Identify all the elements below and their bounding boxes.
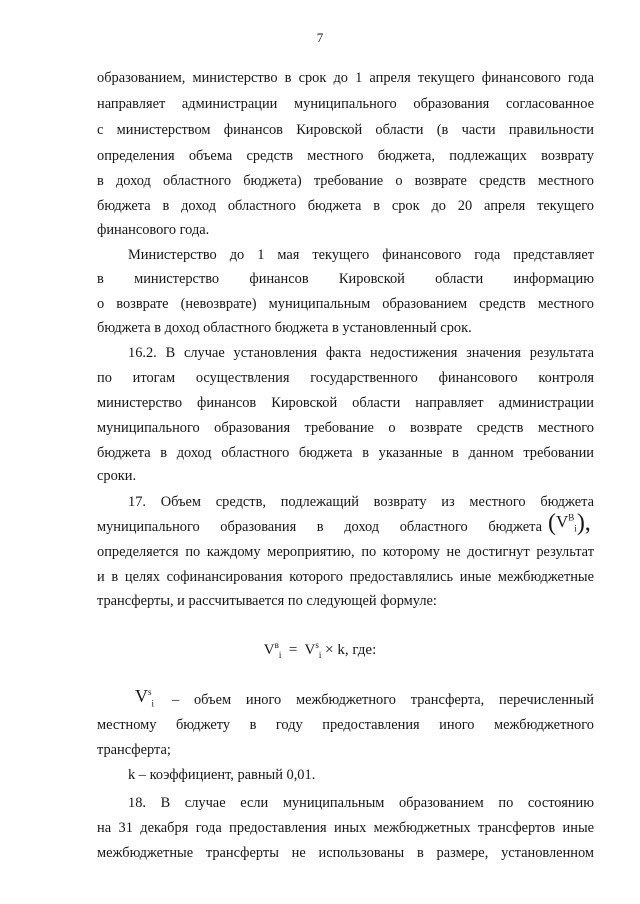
text-line: образованием, министерство в срок до 1 апреля текущего финансового года bbox=[97, 70, 594, 86]
text-line: бюджета в доход областного бюджета в срок до 20 апреля текущего bbox=[97, 198, 594, 214]
text-line: в министерство финансов Кировской области информацию bbox=[97, 271, 594, 287]
text-line: определения объема средств местного бюджета, подлежащих возврату bbox=[97, 148, 594, 164]
text-line: на 31 декабря года предоставления иных межбюджетных трансфертов иные bbox=[97, 820, 594, 836]
text-line: с министерством финансов Кировской области (в части правильности bbox=[97, 122, 594, 138]
text-line: бюджета в доход областного бюджета в указанные в данном требовании bbox=[97, 445, 594, 461]
text-line: сроки. bbox=[97, 468, 137, 484]
text-line: министерство финансов Кировской области направляет администрации bbox=[97, 395, 594, 411]
text-line: 18. В случае если муниципальным образованием по состоянию bbox=[128, 795, 594, 811]
formula-symbol-vs: $V^s_i$ bbox=[135, 686, 155, 709]
text-line: о возврате (невозврате) муниципальным образованием средств местного bbox=[97, 296, 594, 312]
text-line: муниципального образования требование о возврате средств местного bbox=[97, 420, 594, 436]
text-line: 16.2. В случае установления факта недостижения значения результата bbox=[128, 345, 594, 361]
formula: $V^в_i = V^s_i \times k$, где: bbox=[263, 640, 377, 660]
formula-symbol-vb: $(V^B_i)$, bbox=[548, 510, 591, 536]
text-line: трансферта; bbox=[97, 742, 171, 758]
text-line: k – коэффициент, равный 0,01. bbox=[128, 767, 316, 783]
text-line: и в целях софинансирования которого предоставлялись иные межбюджетные bbox=[97, 569, 594, 585]
text-line: – объем иного межбюджетного трансферта, перечисленный bbox=[172, 692, 594, 708]
text-line: Министерство до 1 мая текущего финансового года представляет bbox=[128, 247, 594, 263]
text-line: трансферты, и рассчитывается по следующей формуле: bbox=[97, 593, 437, 609]
text-line: финансового года. bbox=[97, 222, 210, 238]
text-line: муниципального образования в доход областного бюджета bbox=[97, 519, 542, 535]
text-line: определяется по каждому мероприятию, по которому не достигнут результат bbox=[97, 544, 594, 560]
text-line: по итогам осуществления государственного финансового контроля bbox=[97, 370, 594, 386]
text-line: бюджета в доход областного бюджета в установленный срок. bbox=[97, 320, 472, 336]
text-line: направляет администрации муниципального образования согласованное bbox=[97, 96, 594, 112]
text-line: межбюджетные трансферты не использованы в размере, установленном bbox=[97, 845, 594, 861]
text-line: местному бюджету в году предоставления иного межбюджетного bbox=[97, 717, 594, 733]
text-line: 17. Объем средств, подлежащий возврату из местного бюджета bbox=[128, 494, 594, 510]
page-number: 7 bbox=[316, 30, 324, 45]
text-line: в доход областного бюджета) требование о возврате средств местного bbox=[97, 173, 594, 189]
